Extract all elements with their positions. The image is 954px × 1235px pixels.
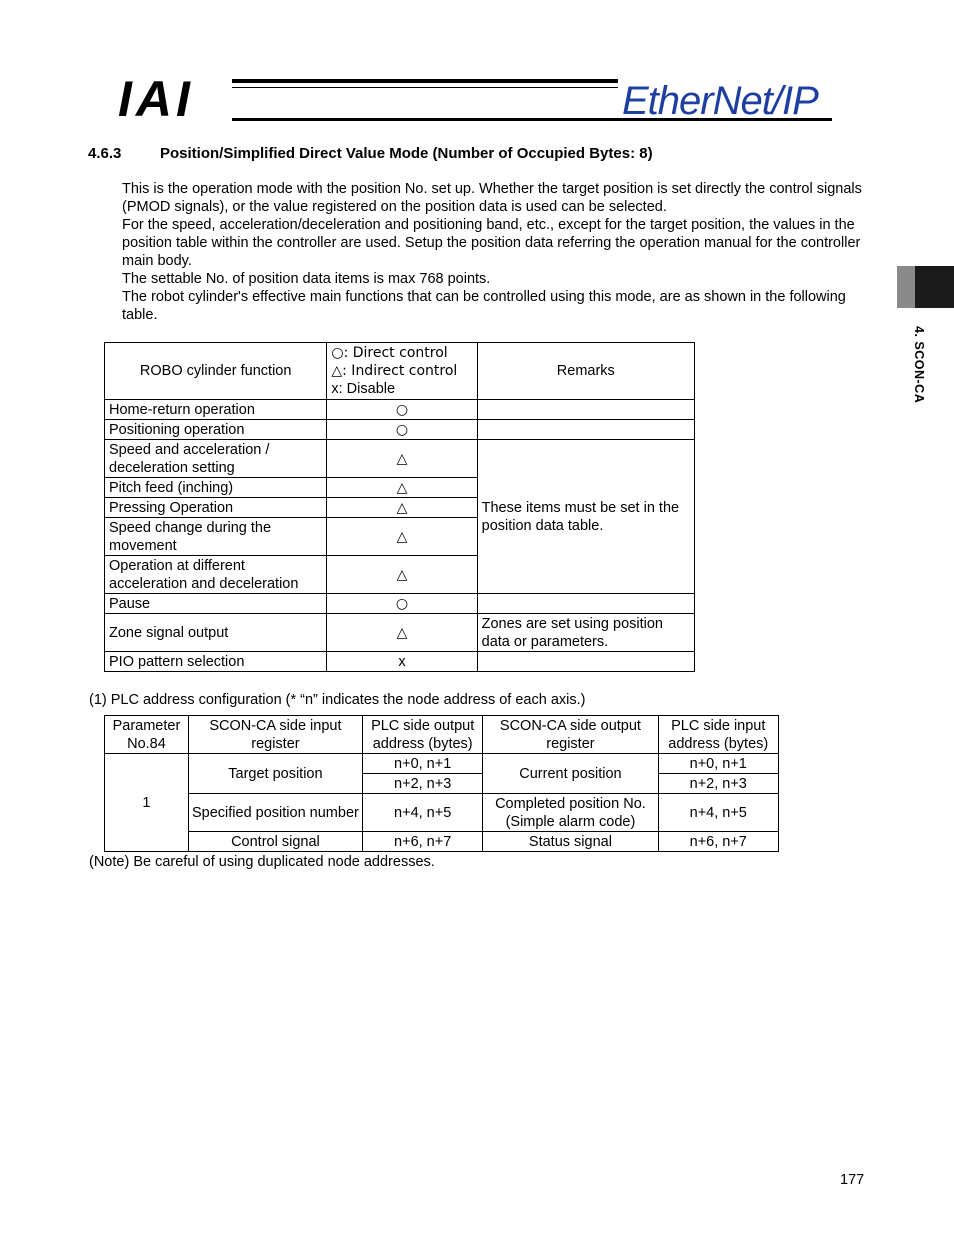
note-text: (Note) Be careful of using duplicated node addresses. [89, 854, 435, 870]
table-row [105, 420, 695, 440]
chapter-tab-black [915, 266, 954, 308]
chapter-tab-gray [897, 266, 915, 308]
plc-address-table [104, 715, 779, 852]
header-rule-top [232, 79, 618, 83]
function-cell: Zone signal output [105, 614, 327, 652]
output-address-cell: n+2, n+3 [362, 774, 482, 794]
input-register-cell: Specified position number [188, 794, 362, 832]
mark-cell: △ [327, 498, 477, 518]
column-header: SCON-CA side input register [188, 716, 362, 754]
output-address-cell: n+4, n+5 [362, 794, 482, 832]
table-row [105, 400, 695, 420]
mark-cell: ○ [327, 420, 477, 440]
remarks-cell [477, 420, 694, 440]
output-register-cell: Completed position No. (Simple alarm code) [483, 794, 658, 832]
function-cell: Speed change during the movement [105, 518, 327, 556]
mark-cell: △ [327, 556, 477, 594]
remarks-cell [477, 594, 694, 614]
legend-cell [327, 343, 477, 400]
input-address-cell: n+2, n+3 [658, 774, 779, 794]
output-address-cell: n+6, n+7 [362, 832, 482, 852]
column-header: SCON-CA side output register [483, 716, 658, 754]
intro-paragraph: This is the operation mode with the position No. set up. Whether the target position is set directly the control signals (PMOD signals), or the value registered on the position data is used can be selected. [122, 181, 862, 215]
column-header: Parameter No.84 [105, 716, 189, 754]
table-row [105, 794, 779, 832]
table-header-row [105, 343, 695, 400]
remarks-cell [477, 652, 694, 672]
remarks-header: Remarks [477, 343, 694, 400]
table-row [105, 754, 779, 774]
legend-disable: x: Disable [331, 381, 396, 397]
header-rule-mid [232, 87, 618, 88]
mark-cell: ○ [327, 400, 477, 420]
legend-indirect: △: Indirect control [331, 363, 458, 379]
mark-cell: △ [327, 614, 477, 652]
output-register-cell: Status signal [483, 832, 658, 852]
mark-cell: △ [327, 440, 477, 478]
iai-logo: IAI [118, 71, 194, 127]
function-header: ROBO cylinder function [105, 343, 327, 400]
function-cell: Speed and acceleration / deceleration setting [105, 440, 327, 478]
section-number: 4.6.3 [88, 145, 122, 162]
table-row [105, 832, 779, 852]
remarks-cell [477, 400, 694, 420]
mark-cell: △ [327, 478, 477, 498]
section-title: Position/Simplified Direct Value Mode (Number of Occupied Bytes: 8) [160, 145, 653, 162]
table-row [105, 594, 695, 614]
plc-caption: (1) PLC address configuration (* “n” indicates the node address of each axis.) [89, 692, 586, 708]
chapter-label: 4. SCON-CA [912, 326, 926, 404]
mark-cell: △ [327, 518, 477, 556]
input-register-cell: Control signal [188, 832, 362, 852]
intro-paragraph: The robot cylinder's effective main functions that can be controlled using this mode, are as shown in the following table. [122, 289, 846, 323]
function-cell: PIO pattern selection [105, 652, 327, 672]
input-address-cell: n+0, n+1 [658, 754, 779, 774]
merged-remarks-cell: These items must be set in the position data table. [477, 440, 694, 594]
remarks-cell: Zones are set using position data or parameters. [477, 614, 694, 652]
function-cell: Pitch feed (inching) [105, 478, 327, 498]
function-cell: Home-return operation [105, 400, 327, 420]
intro-paragraph: The settable No. of position data items is max 768 points. [122, 271, 491, 287]
table-row [105, 614, 695, 652]
table-header-row [105, 716, 779, 754]
function-table [104, 342, 695, 672]
output-address-cell: n+0, n+1 [362, 754, 482, 774]
column-header: PLC side input address (bytes) [658, 716, 779, 754]
table-row [105, 652, 695, 672]
column-header: PLC side output address (bytes) [362, 716, 482, 754]
input-address-cell: n+4, n+5 [658, 794, 779, 832]
parameter-value: 1 [105, 754, 189, 852]
function-cell: Operation at different acceleration and deceleration [105, 556, 327, 594]
function-cell: Pause [105, 594, 327, 614]
mark-cell: x [327, 652, 477, 672]
mark-cell: ○ [327, 594, 477, 614]
function-cell: Positioning operation [105, 420, 327, 440]
page-number: 177 [840, 1172, 865, 1188]
legend-direct: ○: Direct control [331, 345, 448, 361]
intro-paragraph: For the speed, acceleration/deceleration and positioning band, etc., except for the target position, the values in the position table within the controller are used. Setup the position data referring the operation manual for the controller main body. [122, 217, 861, 269]
input-register-cell: Target position [188, 754, 362, 794]
intro-text [122, 180, 872, 324]
input-address-cell: n+6, n+7 [658, 832, 779, 852]
ethernet-ip-logo: EtherNet/IP [622, 79, 818, 123]
function-cell: Pressing Operation [105, 498, 327, 518]
output-register-cell: Current position [483, 754, 658, 794]
table-row [105, 440, 695, 478]
